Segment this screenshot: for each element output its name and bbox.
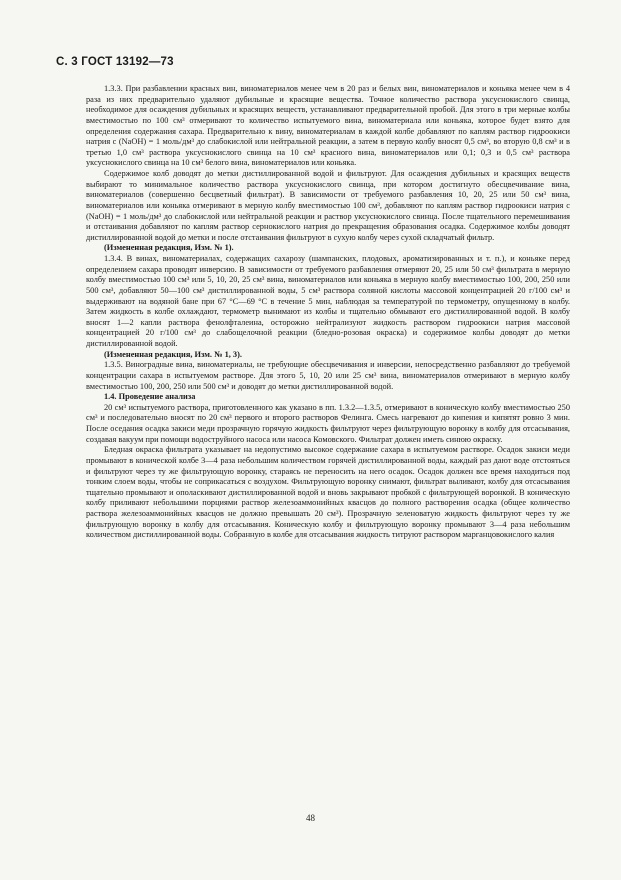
paragraph-1-3-3: 1.3.3. При разбавлении красных вин, виноматериалов менее чем в 20 раз и белых вин, виноматериалов и коньяка менее чем в 4 раза из них предварительно удаляют дубильные и красящие вещества. Точное количество раствора уксуснокислого свинца, необходимое для осаждения дубильных и красящих веществ, устанавливают предварительной пробой. Для этого в три мерные колбы вместимостью по 100 см³ отмеривают то количество испытуемого вина, виноматериала или коньяка, которое будет взято для определения содержания сахара. Предварительно к вину, виноматериалам в каждой колбе добавляют по каплям раствор гидроокиси натрия c (NaOH) = 1 моль/дм³ до слабокислой или нейтральной реакции, а затем в первую колбу вносят 0,5 см³, во вторую 0,8 см³ и в третью 1,0 см³ раствора уксуснокислого свинца на 10 см³ красного вина, виноматериалов или 0,1; 0,3 и 0,5 см³ раствора уксуснокислого свинца на 10 см³ белого вина, виноматериалов или коньяка. [86,84,570,168]
edition-note [86,350,570,361]
paragraph-1-3-5: 1.3.5. Виноградные вина, виноматериалы, не требующие обесцвечивания и инверсии, непосредственно разбавляют до требуемой концентрации сахара в испытуемом растворе. Для этого 5, 10, 20 или 25 см³ вина, виноматериалов отмеривают в мерную колбу вместимостью 100, 200, 250 или 500 см³ и доводят до метки дистиллированной водой. [86,360,570,391]
paragraph-1-4-a: 20 см³ испытуемого раствора, приготовленного как указано в пп. 1.3.2—1.3.5, отмеривают в коническую колбу вместимостью 250 см³ и последовательно вносят по 20 см³ первого и второго растворов Фелинга. Смесь нагревают до кипения и кипятят ровно 3 мин. После оседания осадка закиси меди прозрачную горячую жидкость фильтруют через фильтрующую воронку в колбу для отсасывания, создавая вакуум при помощи водоструйного насоса или насоса Комовского. Фильтрат должен иметь синюю окраску. [86,402,570,444]
page-number: 48 [306,813,315,823]
section-heading [86,392,570,403]
edition-note-text: (Измененная редакция, Изм. № 1). [104,243,234,253]
paragraph-1-3-3-continued: Содержимое колб доводят до метки дистиллированной водой и фильтруют. Для осаждения дубильных и красящих веществ выбирают то минимальное количество раствора уксуснокислого свинца, при котором достигнуто обесцвечивание вина, виноматериалов (совершенно бесцветный фильтрат). В зависимости от требуемого разбавления 10, 20, 25 или 50 см³ вина, виноматериалов или коньяка отмеривают в мерную колбу вместимостью 100 см³, добавляют по каплям раствор гидроокиси натрия c (NaOH) = 1 моль/дм³ до слабокислой или нейтральной реакции и раствор уксуснокислого свинца. После тщательного перемешивания и отстаивания добавляют по каплям раствор сернокислого натрия до прекращения образования осадка. Содержимое колбы доводят дистиллированной водой до метки и после отстаивания фильтруют в сухую колбу через сухой складчатый фильтр. [86,169,570,242]
section-heading-text: 1.4. Проведение анализа [104,392,196,402]
page-header: С. 3 ГОСТ 13192—73 [56,56,174,68]
paragraph-1-3-4: 1.3.4. В винах, виноматериалах, содержащих сахарозу (шампанских, плодовых, ароматизированных и т. п.), и коньяке перед определением сахара проводят инверсию. В зависимости от требуемого разбавления отмеряют 20, 25 или 50 см³ фильтрата в мерную колбу вместимостью 100 см³ или 5, 10, 20, 25 см³ вина, виноматериалов или коньяка в мерную колбу вместимостью 100, 200, 250 или 500 см³, добавляют 50—100 см³ дистиллированной воды, 5 см³ раствора соляной кислоты массовой концентрацией 20 г/100 см³ и выдерживают на водяной бане при 67 °С—69 °С в течение 5 мин, наблюдая за температурой по термометру, опущенному в колбу. Затем жидкость в колбе охлаждают, термометр вынимают из колбы и тщательно обмывают его дистиллированной водой. В колбу вносят 1—2 капли раствора фенолфталеина, осторожно нейтрализуют жидкость раствором гидроокиси натрия массовой концентрацией 20 г/100 см³ до слабощелочной реакции (бледно-розовая окраска) и содержимое колбы доводят до метки дистиллированной водой. [86,254,570,348]
edition-note-text: (Измененная редакция, Изм. № 1, 3). [104,349,242,359]
document-body [86,84,570,541]
edition-note [86,243,570,254]
paragraph-1-4-b: Бледная окраска фильтрата указывает на недопустимо высокое содержание сахара в испытуемом растворе. Осадок закиси меди промывают в конической колбе 3—4 раза небольшим количеством горячей дистиллированной воды, каждый раз дают воде отстояться и фильтруют через ту же фильтрующую воронку, стараясь не переносить на него осадок. Осадок должен все время находиться под тонким слоем воды, чтобы не соприкасаться с воздухом. Фильтрующую воронку снимают, фильтрат выливают, колбу для отсасывания тщательно промывают и ополаскивают дистиллированной водой и вновь закрывают пробкой с фильтрующей воронкой. В коническую колбу приливают небольшими порциями раствор железоаммонийных квасцов до полного растворения осадка (общее количество раствора железоаммонийных квасцов не должно превышать 20 см³). Прозрачную зеленоватую жидкость фильтруют через ту же фильтрующую воронку в колбу для отсасывания. Коническую колбу и фильтрующую воронку промывают 3—4 раза небольшим количеством дистиллированной воды. Собранную в колбе для отсасывания жидкость титруют раствором марганцовокислого калия [86,445,570,540]
